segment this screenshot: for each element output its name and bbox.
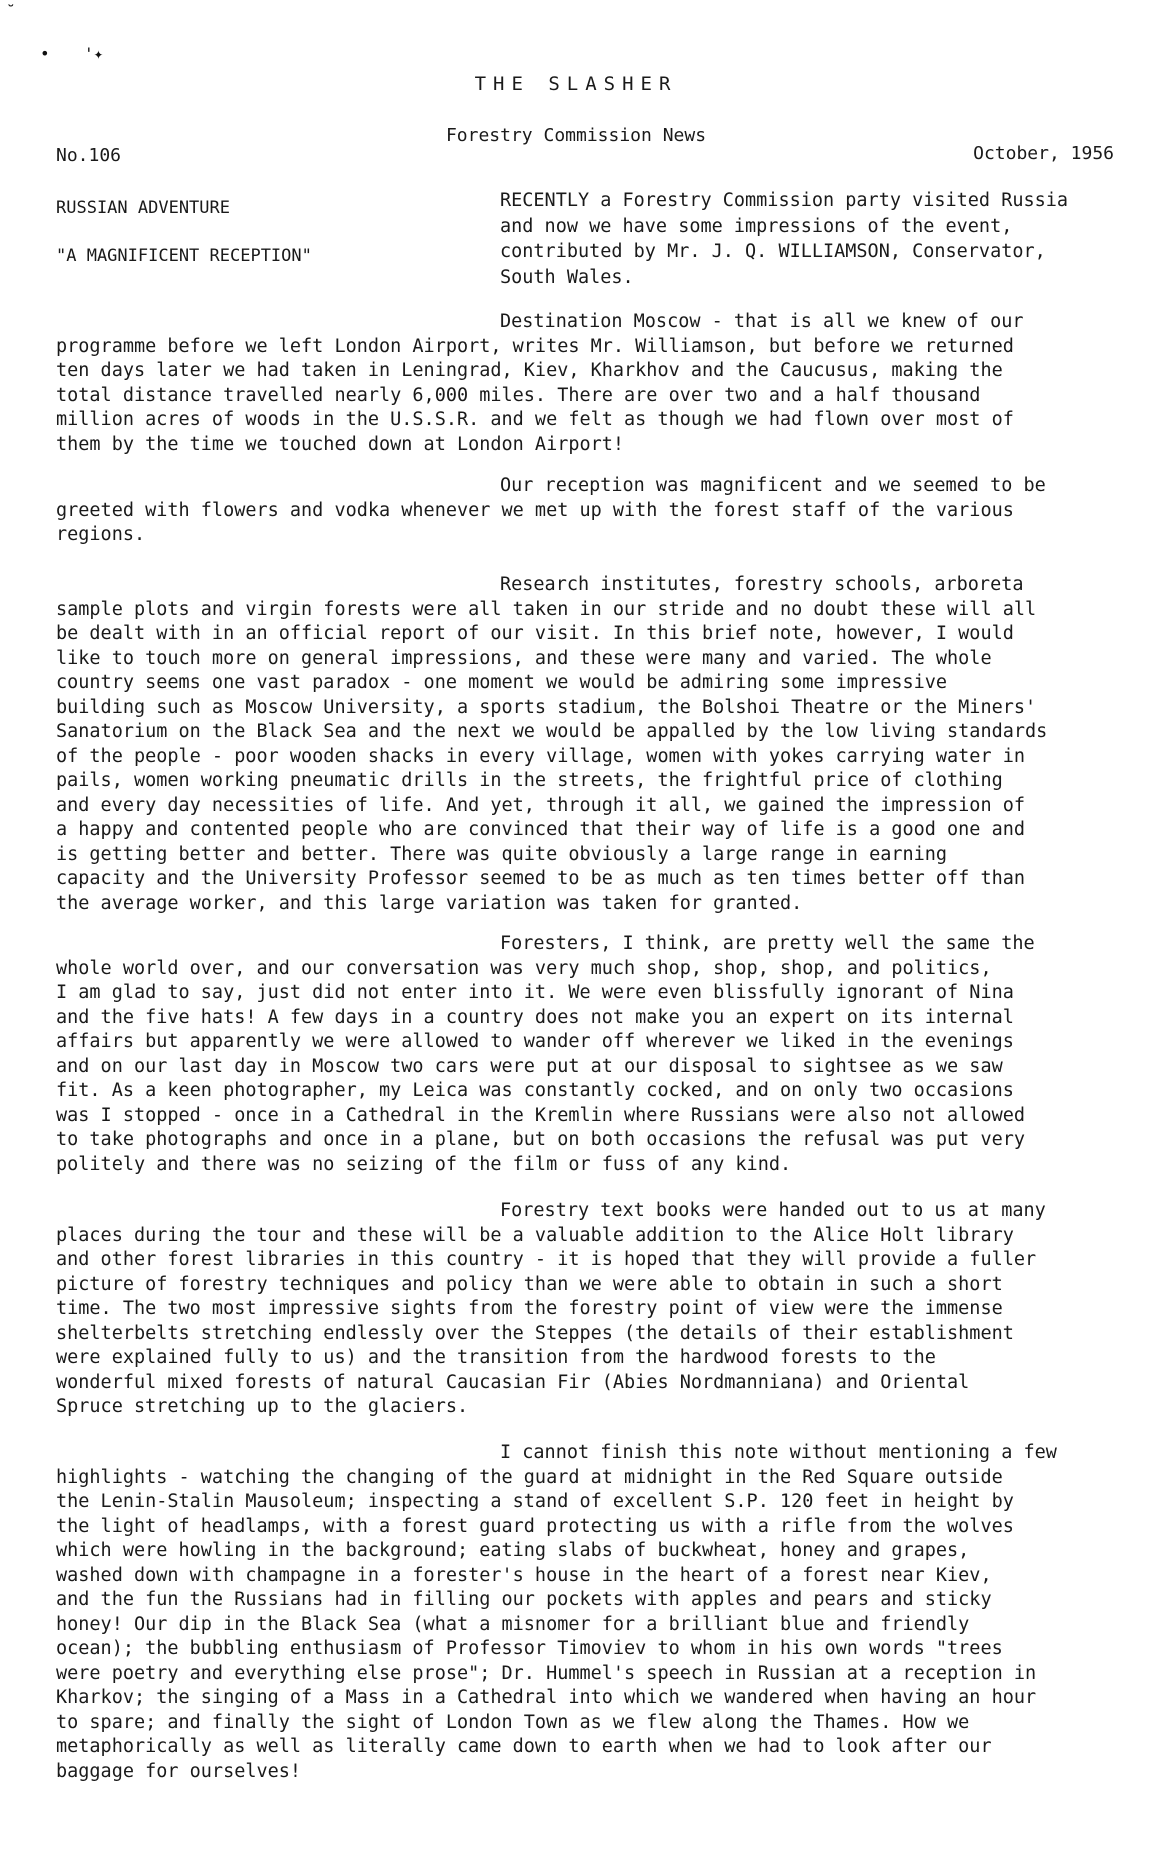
paragraph-line: total distance travelled nearly 6,000 miles. There are over two and a half thousand: [56, 384, 981, 406]
paragraph-line: highlights - watching the changing of the guard at midnight in the Red Square outside: [56, 1466, 1003, 1488]
paragraph-line: and other forest libraries in this country - it is hoped that they will provide a fuller: [56, 1249, 1037, 1270]
paragraph-line: the light of headlamps, with a forest guard protecting us with a rifle from the wolves: [56, 1515, 1014, 1537]
paragraph-line: washed down with champagne in a forester's house in the heart of a forest near Kiev,: [56, 1564, 992, 1586]
paragraph-line: Our reception was magnificent and we seemed to be: [500, 475, 1046, 496]
article-paragraph: [56, 932, 1126, 1177]
scan-mark: '✦: [84, 44, 104, 63]
masthead-title: THE SLASHER: [474, 73, 678, 95]
intro-line: contributed by Mr. J. Q. WILLIAMSON, Conservator,: [500, 241, 1046, 262]
paragraph-line: were explained fully to us) and the transition from the hardwood forests to the: [56, 1347, 936, 1368]
paragraph-line: Kharkov; the singing of a Mass in a Cathedral into which we wandered when having an hour: [56, 1687, 1037, 1708]
paragraph-line: time. The two most impressive sights from the forestry point of view were the immense: [56, 1298, 1003, 1319]
paragraph-line: which were howling in the background; eating slabs of buckwheat, honey and grapes,: [56, 1540, 970, 1561]
paragraph-line: ten days later we had taken in Leningrad, Kiev, Kharkhov and the Caucusus, making the: [56, 360, 1003, 381]
paragraph-line: country seems one vast paradox - one moment we would be admiring some impressive: [56, 672, 948, 693]
paragraph-line: the average worker, and this large variation was taken for granted.: [56, 892, 803, 914]
article-paragraph: [56, 474, 1126, 548]
article-paragraph: [56, 1441, 1126, 1784]
intro-line: RECENTLY a Forestry Commission party visited Russia: [500, 190, 1069, 211]
paragraph-line: Spruce stretching up to the glaciers.: [56, 1396, 469, 1417]
paragraph-line: and the five hats! A few days in a country does not make you an expert on its internal: [56, 1006, 1014, 1028]
paragraph-line: Destination Moscow - that is all we knew of our: [500, 311, 1024, 332]
paragraph-line: to take photographs and once in a plane, but on both occasions the refusal was put very: [56, 1129, 1026, 1150]
paragraph-line: greeted with flowers and vodka whenever we met up with the forest staff of the various: [56, 499, 1014, 521]
paragraph-line: to spare; and finally the sight of London Town as we flew along the Thames. How we: [56, 1711, 970, 1733]
scan-mark: •: [40, 44, 50, 63]
paragraph-line: regions.: [56, 524, 146, 545]
paragraph-line: whole world over, and our conversation was very much shop, shop, shop, and politics,: [56, 957, 992, 979]
scan-mark: ˘: [6, 2, 16, 21]
paragraph-line: I cannot finish this note without mentioning a few: [500, 1442, 1057, 1463]
paragraph-line: be dealt with in an official report of our visit. In this brief note, however, I would: [56, 623, 1014, 644]
paragraph-line: Foresters, I think, are pretty well the same the: [500, 933, 1035, 954]
paragraph-line: of the people - poor wooden shacks in every village, women with yokes carrying water in: [56, 745, 1026, 767]
paragraph-line: the Lenin-Stalin Mausoleum; inspecting a stand of excellent S.P. 120 feet in height by: [56, 1491, 1014, 1512]
intro-line: South Wales.: [500, 266, 634, 288]
article-headline: RUSSIAN ADVENTURE: [56, 198, 230, 218]
paragraph-line: honey! Our dip in the Black Sea (what a misnomer for a brilliant blue and friendly: [56, 1613, 970, 1635]
paragraph-line: like to touch more on general impressions, and these were many and varied. The whole: [56, 647, 992, 669]
paragraph-line: programme before we left London Airport, writes Mr. Williamson, but before we returned: [56, 335, 1014, 357]
paragraph-line: and on our last day in Moscow two cars were put at our disposal to sightsee as we saw: [56, 1055, 1003, 1077]
paragraph-line: was I stopped - once in a Cathedral in the Kremlin where Russians were also not allowed: [56, 1104, 1026, 1126]
paragraph-line: them by the time we touched down at London Airport!: [56, 433, 625, 455]
paragraph-line: building such as Moscow University, a sports stadium, the Bolshoi Theatre or the Miners': [56, 696, 1037, 718]
paragraph-line: ocean); the bubbling enthusiasm of Professor Timoviev to whom in his own words "trees: [56, 1638, 1003, 1659]
paragraph-line: picture of forestry techniques and policy than we were able to obtain in such a short: [56, 1273, 1003, 1295]
issue-number: No.106: [56, 145, 122, 166]
paragraph-line: baggage for ourselves!: [56, 1760, 302, 1782]
paragraph-line: wonderful mixed forests of natural Caucasian Fir (Abies Nordmanniana) and Oriental: [56, 1371, 970, 1393]
paragraph-line: shelterbelts stretching endlessly over the Steppes (the details of their establishment: [56, 1322, 1014, 1344]
article-subheadline: "A MAGNIFICENT RECEPTION": [56, 246, 312, 266]
paragraph-line: Sanatorium on the Black Sea and the next we would be appalled by the low living standards: [56, 721, 1048, 742]
paragraph-line: Research institutes, forestry schools, arboreta: [500, 574, 1024, 595]
paragraph-line: were poetry and everything else prose"; Dr. Hummel's speech in Russian at a reception in: [56, 1662, 1037, 1684]
issue-date: October, 1956: [973, 143, 1114, 164]
article-paragraph: [56, 310, 1126, 457]
paragraph-line: I am glad to say, just did not enter into it. We were even blissfully ignorant of Nina: [56, 982, 1014, 1003]
paragraph-line: million acres of woods in the U.S.S.R. and we felt as though we had flown over most of: [56, 409, 1014, 430]
paragraph-line: and the fun the Russians had in filling our pockets with apples and pears and sticky: [56, 1589, 992, 1610]
article-paragraph: [56, 573, 1126, 916]
paragraph-line: politely and there was no seizing of the film or fuss of any kind.: [56, 1153, 792, 1175]
paragraph-line: is getting better and better. There was quite obviously a large range in earning: [56, 843, 948, 865]
masthead-subtitle: Forestry Commission News: [445, 125, 707, 146]
paragraph-line: metaphorically as well as literally came down to earth when we had to look after our: [56, 1736, 992, 1757]
article-intro: [500, 188, 1120, 290]
paragraph-line: Forestry text books were handed out to us at many: [500, 1200, 1046, 1221]
paragraph-line: affairs but apparently we were allowed to wander off wherever we liked in the evenings: [56, 1031, 1014, 1052]
paragraph-line: sample plots and virgin forests were all taken in our stride and no doubt these will all: [56, 598, 1037, 620]
paragraph-line: a happy and contented people who are convinced that their way of life is a good one and: [56, 819, 1026, 840]
paragraph-line: and every day necessities of life. And yet, through it all, we gained the impression of: [56, 794, 1026, 816]
paragraph-line: capacity and the University Professor seemed to be as much as ten times better off than: [56, 868, 1026, 889]
article-paragraph: [56, 1199, 1126, 1420]
intro-line: and now we have some impressions of the event,: [500, 215, 1013, 237]
paragraph-line: places during the tour and these will be a valuable addition to the Alice Holt library: [56, 1224, 1014, 1246]
paragraph-line: pails, women working pneumatic drills in the streets, the frightful price of clothing: [56, 770, 1003, 791]
paragraph-line: fit. As a keen photographer, my Leica was constantly cocked, and on only two occasions: [56, 1080, 1014, 1101]
